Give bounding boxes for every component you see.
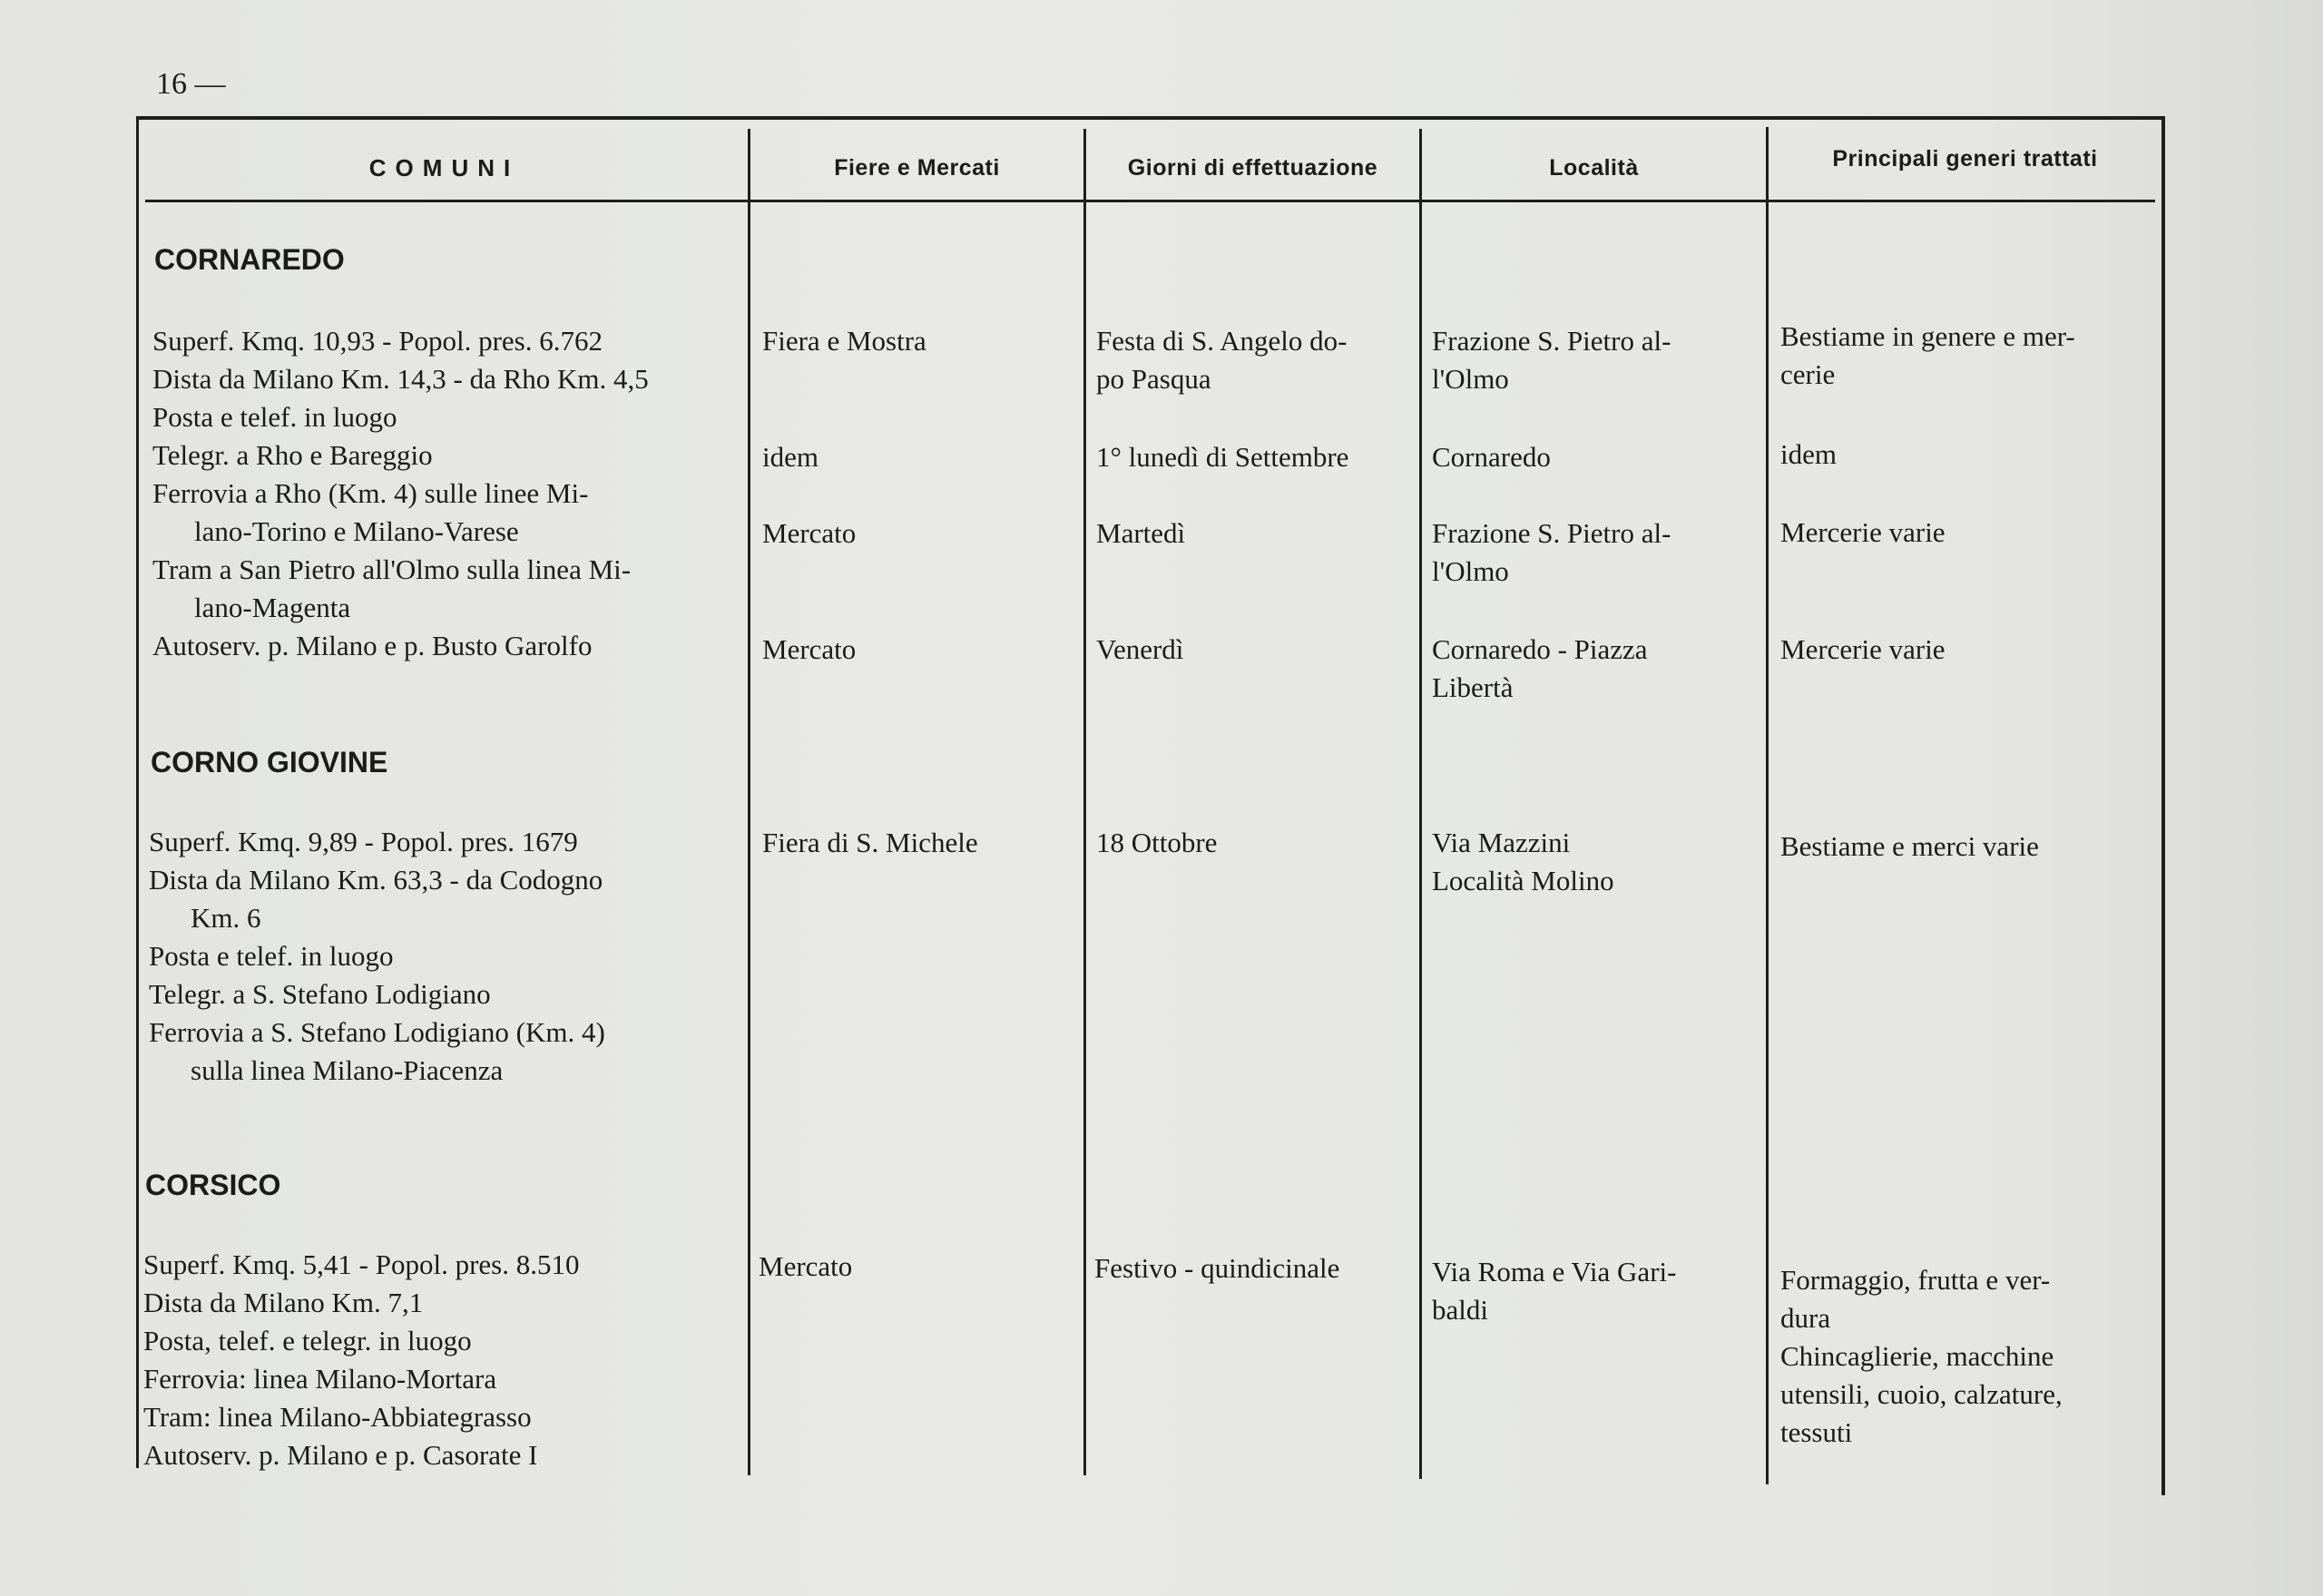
cell-line: Libertà: [1432, 671, 1514, 703]
corno-giovine-info: [149, 823, 739, 1090]
header-comuni: COMUNI: [368, 153, 520, 181]
info-line: Superf. Kmq. 10,93 - Popol. pres. 6.762: [152, 325, 603, 357]
giorni-cell: 18 Ottobre: [1096, 827, 1218, 858]
cell-line: l'Olmo: [1432, 555, 1509, 587]
cell-line: Località Molino: [1432, 865, 1614, 896]
info-line: Ferrovia a S. Stefano Lodigiano (Km. 4): [149, 1016, 605, 1048]
cell-line: cerie: [1780, 358, 1836, 390]
table-right-rule: [2161, 116, 2165, 1495]
info-line: Telegr. a S. Stefano Lodigiano: [149, 978, 491, 1010]
localita-cell: Cornaredo: [1432, 441, 1551, 473]
localita-cell: [1432, 514, 1768, 591]
generi-cell: Bestiame e merci varie: [1780, 830, 2039, 862]
column-rule-1: [748, 129, 750, 1475]
info-line: sulla linea Milano-Piacenza: [191, 1054, 504, 1086]
fiera-cell: Mercato: [759, 1250, 853, 1282]
cell-line: dura: [1780, 1302, 1831, 1334]
cell-line: po Pasqua: [1096, 363, 1211, 395]
column-rule-3: [1419, 129, 1422, 1479]
info-line: Ferrovia: linea Milano-Mortara: [143, 1363, 497, 1395]
generi-cell: idem: [1780, 438, 1837, 470]
giorni-cell: Festivo - quindicinale: [1094, 1252, 1340, 1284]
cell-line: Bestiame in genere e mer-: [1780, 320, 2075, 352]
localita-cell: [1432, 631, 1768, 707]
cell-line: utensili, cuoio, calzature,: [1780, 1378, 2063, 1410]
info-line: Autoserv. p. Milano e p. Casorate I: [143, 1439, 538, 1471]
giorni-cell: 1° lunedì di Settembre: [1096, 441, 1349, 473]
info-line: Superf. Kmq. 9,89 - Popol. pres. 1679: [149, 826, 578, 857]
info-line: Dista da Milano Km. 14,3 - da Rho Km. 4,5: [152, 363, 649, 395]
info-line: Dista da Milano Km. 63,3 - da Codogno: [149, 864, 603, 896]
cell-line: Formaggio, frutta e ver-: [1780, 1264, 2051, 1296]
info-line: Km. 6: [191, 902, 261, 934]
giorni-cell: Venerdì: [1096, 633, 1184, 665]
cell-line: Festa di S. Angelo do-: [1096, 325, 1348, 357]
fiera-cell: Fiera di S. Michele: [762, 827, 978, 858]
info-line: lano-Magenta: [194, 592, 351, 623]
cell-line: tessuti: [1780, 1416, 1853, 1448]
header-giorni: Giorni di effettuazione: [1127, 154, 1378, 181]
cell-line: Frazione S. Pietro al-: [1432, 517, 1671, 549]
info-line: Autoserv. p. Milano e p. Busto Garolfo: [152, 630, 593, 661]
cell-line: Frazione S. Pietro al-: [1432, 325, 1671, 357]
info-line: Tram a San Pietro all'Olmo sulla linea Mi-: [152, 553, 632, 585]
fiera-cell: idem: [762, 441, 818, 473]
cell-line: Cornaredo - Piazza: [1432, 633, 1648, 665]
header-fiere-mercati: Fiere e Mercati: [834, 154, 1000, 181]
column-rule-2: [1083, 129, 1086, 1475]
fiera-cell: Mercato: [762, 633, 857, 665]
header-localita: Località: [1549, 154, 1639, 181]
generi-cell: [1780, 1261, 2152, 1452]
cell-line: l'Olmo: [1432, 363, 1509, 395]
table-left-rule: [136, 116, 139, 1468]
info-line: Tram: linea Milano-Abbiategrasso: [143, 1401, 532, 1433]
fiera-cell: Mercato: [762, 517, 857, 549]
cell-line: Chincaglierie, macchine: [1780, 1340, 2054, 1372]
info-line: Posta, telef. e telegr. in luogo: [143, 1325, 472, 1356]
cell-line: Via Mazzini: [1432, 827, 1571, 858]
cell-line: Via Roma e Via Gari-: [1432, 1256, 1677, 1288]
generi-cell: [1780, 318, 2152, 394]
giorni-cell: Martedì: [1096, 517, 1186, 549]
fiera-cell: Fiera e Mostra: [762, 325, 926, 357]
section-title-corno-giovine: CORNO GIOVINE: [151, 746, 388, 778]
info-line: Dista da Milano Km. 7,1: [143, 1287, 424, 1318]
page-number: 16 —: [156, 67, 226, 101]
localita-cell: [1432, 322, 1768, 398]
header-generi: Principali generi trattati: [1832, 145, 2098, 171]
info-line: lano-Torino e Milano-Varese: [194, 515, 519, 547]
section-title-cornaredo: CORNAREDO: [154, 243, 345, 276]
info-line: Superf. Kmq. 5,41 - Popol. pres. 8.510: [143, 1248, 580, 1280]
localita-cell: [1432, 824, 1768, 900]
generi-cell: Mercerie varie: [1780, 516, 1946, 548]
info-line: Telegr. a Rho e Bareggio: [152, 439, 433, 471]
section-title-corsico: CORSICO: [145, 1169, 281, 1201]
info-line: Posta e telef. in luogo: [149, 940, 394, 972]
localita-cell: [1432, 1253, 1768, 1329]
cornaredo-info: [152, 322, 742, 665]
info-line: Posta e telef. in luogo: [152, 401, 397, 433]
corsico-info: [143, 1246, 733, 1474]
generi-cell: Mercerie varie: [1780, 633, 1946, 665]
info-line: Ferrovia a Rho (Km. 4) sulle linee Mi-: [152, 477, 589, 509]
cell-line: baldi: [1432, 1294, 1488, 1326]
giorni-cell: [1096, 322, 1414, 398]
